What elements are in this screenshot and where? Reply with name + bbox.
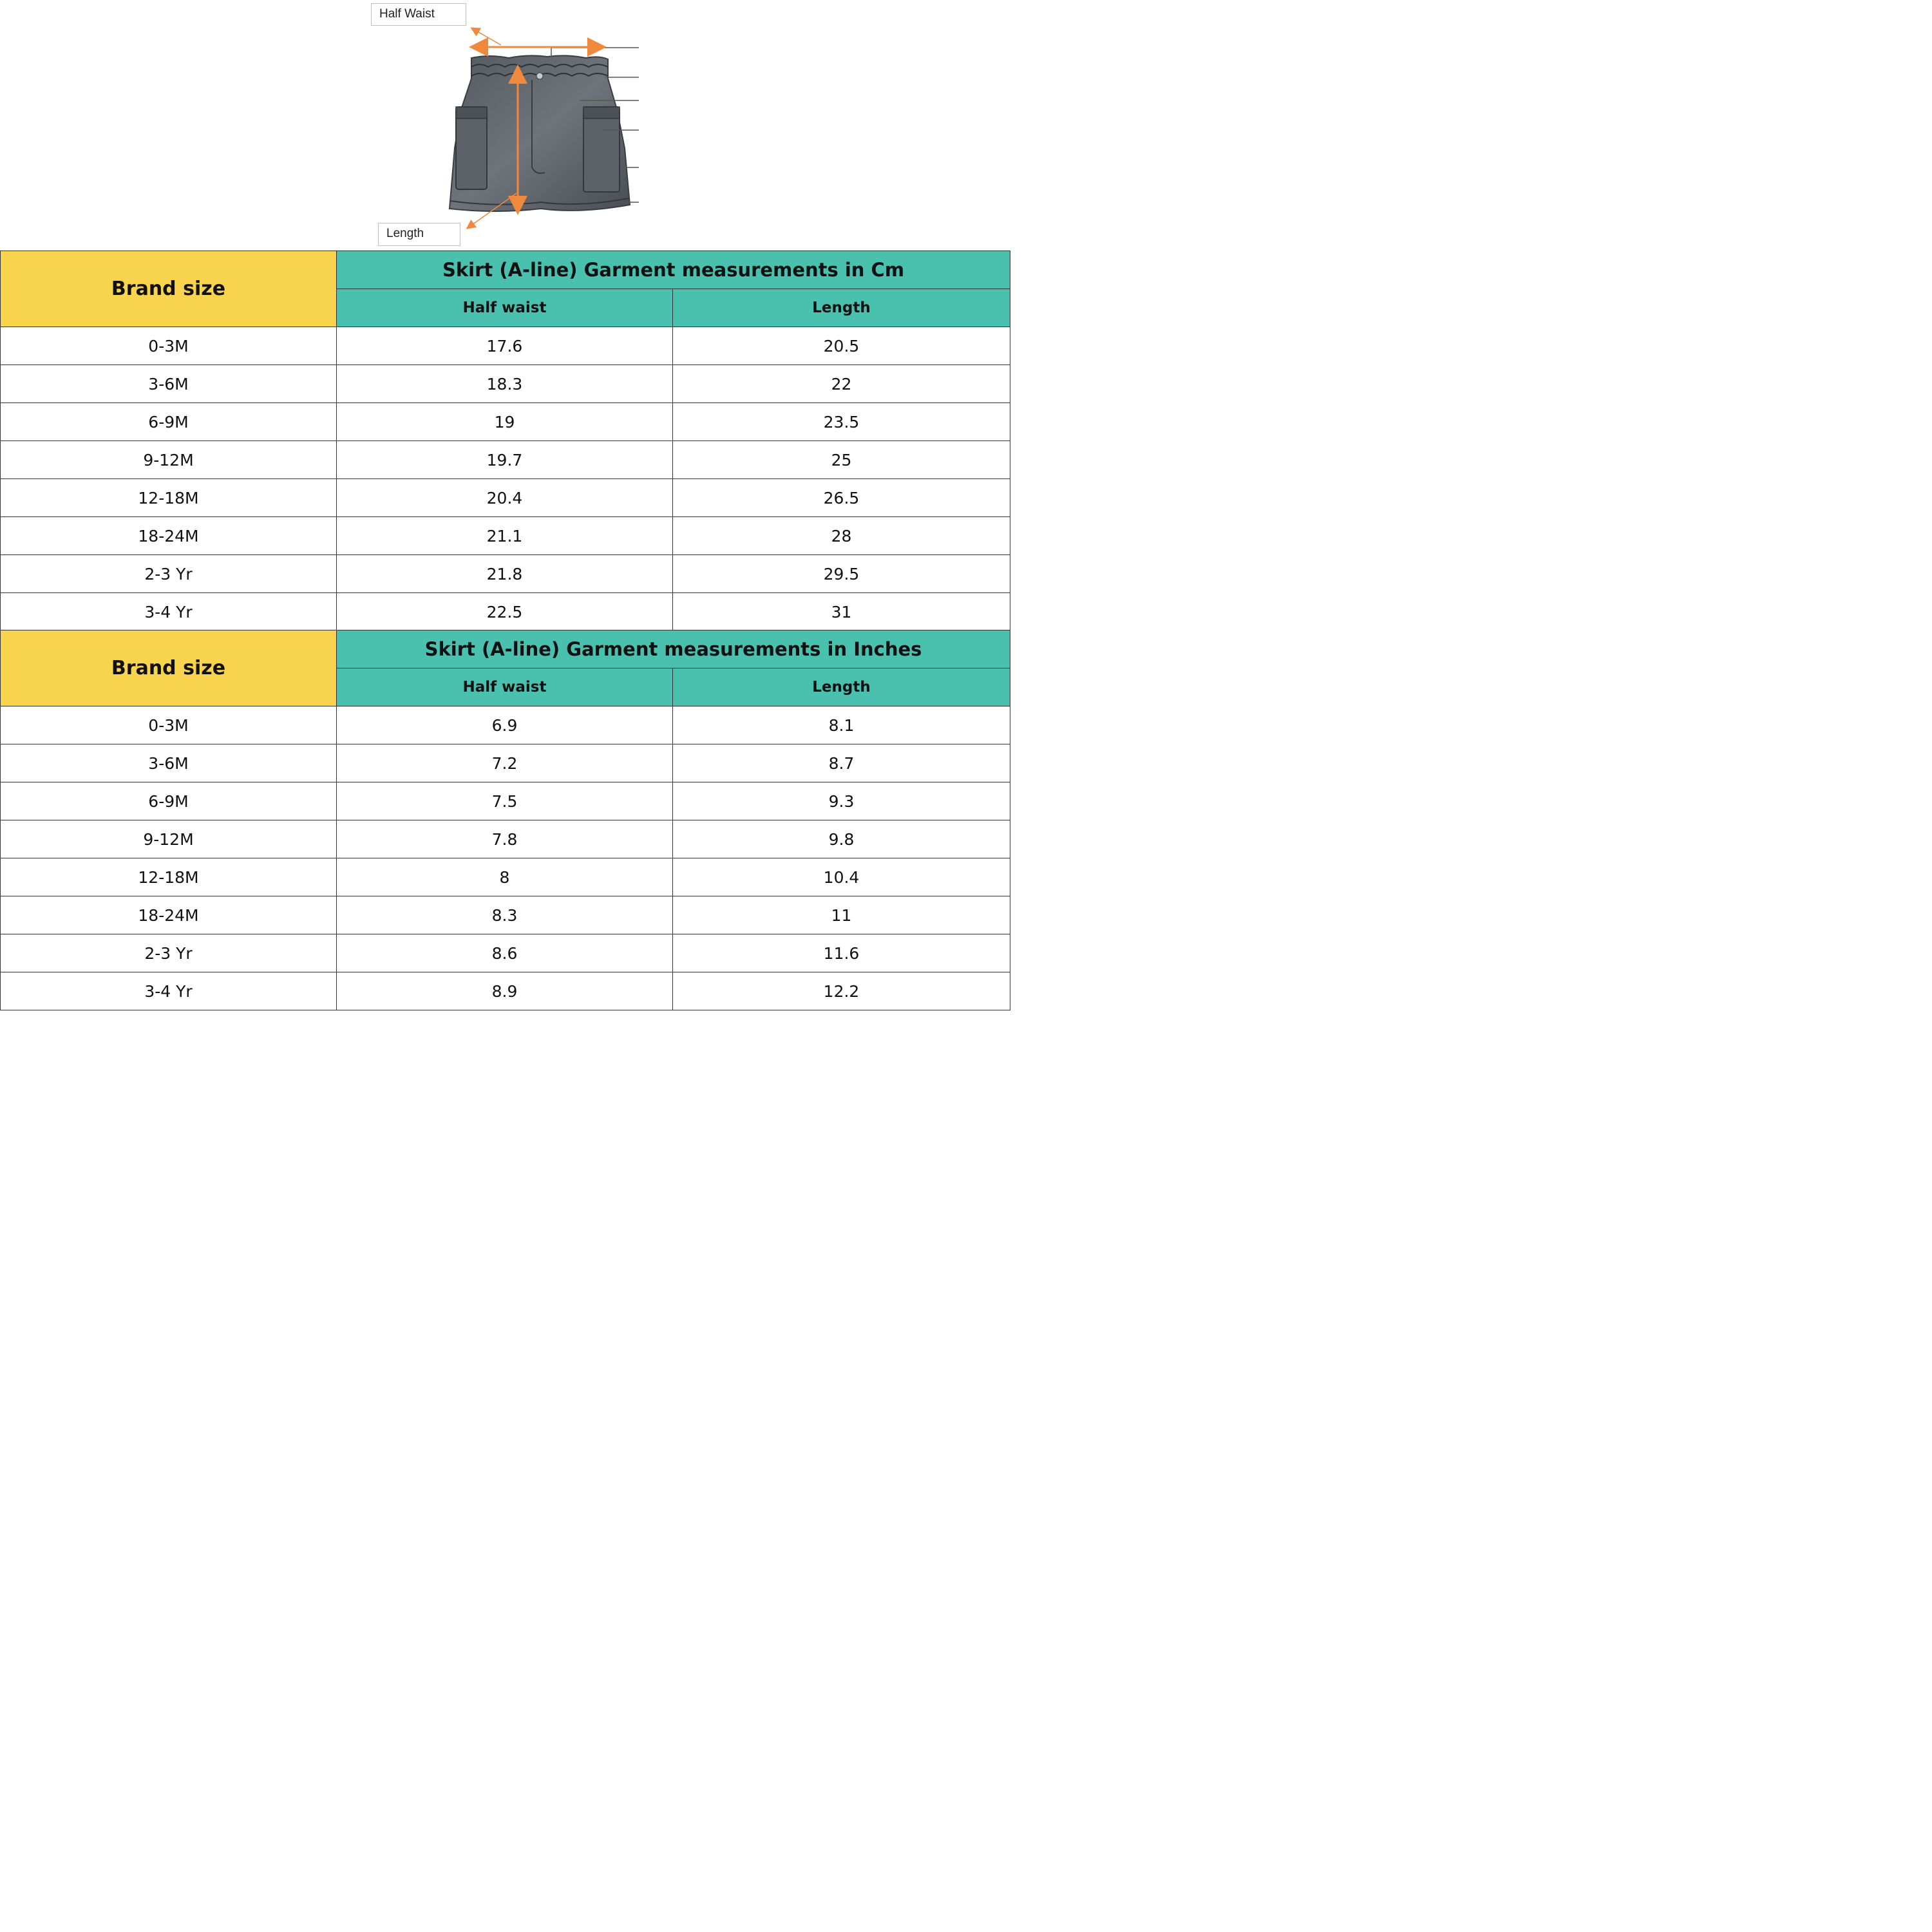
brand-size-cell: 2-3 Yr [1, 934, 337, 972]
table-row [1, 820, 1010, 858]
brand-size-cell: 9-12M [1, 820, 337, 858]
table-row [1, 593, 1010, 631]
table-header-row [1, 251, 1010, 289]
measurement-group-header: Skirt (A-line) Garment measurements in Inches [337, 630, 1010, 668]
table-row [1, 517, 1010, 555]
brand-size-cell: 12-18M [1, 479, 337, 517]
half-waist-cell: 22.5 [337, 593, 673, 631]
half-waist-cell: 6.9 [337, 706, 673, 744]
length-label: Length [378, 223, 460, 246]
length-cell: 10.4 [673, 858, 1010, 896]
half-waist-arrow [472, 28, 603, 47]
table-row [1, 327, 1010, 365]
table-row [1, 706, 1010, 744]
half-waist-cell: 8.6 [337, 934, 673, 972]
half-waist-cell: 7.2 [337, 744, 673, 782]
half-waist-cell: 8 [337, 858, 673, 896]
brand-size-cell: 2-3 Yr [1, 555, 337, 593]
half-waist-column-header: Half waist [337, 289, 673, 327]
half-waist-cell: 19 [337, 403, 673, 441]
brand-size-cell: 9-12M [1, 441, 337, 479]
length-cell: 25 [673, 441, 1010, 479]
size-table-cm [0, 251, 1010, 631]
brand-size-cell: 6-9M [1, 403, 337, 441]
size-table-inches [0, 630, 1010, 1010]
length-cell: 11.6 [673, 934, 1010, 972]
brand-size-cell: 12-18M [1, 858, 337, 896]
length-cell: 23.5 [673, 403, 1010, 441]
length-cell: 26.5 [673, 479, 1010, 517]
half-waist-column-header: Half waist [337, 668, 673, 706]
measurement-diagram [0, 0, 1010, 251]
table-row [1, 441, 1010, 479]
table-row [1, 555, 1010, 593]
length-column-header: Length [673, 668, 1010, 706]
brand-size-cell: 0-3M [1, 327, 337, 365]
skirt-image [450, 55, 630, 211]
length-cell: 9.8 [673, 820, 1010, 858]
length-cell: 29.5 [673, 555, 1010, 593]
half-waist-label: Half Waist [371, 3, 466, 26]
table-row [1, 782, 1010, 820]
half-waist-cell: 17.6 [337, 327, 673, 365]
brand-size-cell: 18-24M [1, 896, 337, 934]
measurement-group-header: Skirt (A-line) Garment measurements in Cm [337, 251, 1010, 289]
brand-size-cell: 3-6M [1, 744, 337, 782]
brand-size-header: Brand size [1, 251, 337, 327]
table-row [1, 934, 1010, 972]
length-cell: 9.3 [673, 782, 1010, 820]
table-row [1, 365, 1010, 403]
brand-size-cell: 3-4 Yr [1, 972, 337, 1010]
length-cell: 8.1 [673, 706, 1010, 744]
half-waist-cell: 19.7 [337, 441, 673, 479]
brand-size-cell: 18-24M [1, 517, 337, 555]
brand-size-header: Brand size [1, 630, 337, 706]
half-waist-cell: 18.3 [337, 365, 673, 403]
length-cell: 8.7 [673, 744, 1010, 782]
brand-size-cell: 3-6M [1, 365, 337, 403]
half-waist-cell: 21.1 [337, 517, 673, 555]
table-header-row [1, 630, 1010, 668]
table-row [1, 479, 1010, 517]
length-cell: 11 [673, 896, 1010, 934]
length-cell: 31 [673, 593, 1010, 631]
brand-size-cell: 6-9M [1, 782, 337, 820]
half-waist-cell: 21.8 [337, 555, 673, 593]
half-waist-cell: 8.9 [337, 972, 673, 1010]
half-waist-cell: 20.4 [337, 479, 673, 517]
half-waist-cell: 7.5 [337, 782, 673, 820]
length-column-header: Length [673, 289, 1010, 327]
table-row [1, 744, 1010, 782]
skirt-illustration [0, 0, 1010, 251]
length-cell: 20.5 [673, 327, 1010, 365]
length-cell: 12.2 [673, 972, 1010, 1010]
brand-size-cell: 0-3M [1, 706, 337, 744]
table-row [1, 858, 1010, 896]
brand-size-cell: 3-4 Yr [1, 593, 337, 631]
table-row [1, 403, 1010, 441]
half-waist-cell: 8.3 [337, 896, 673, 934]
half-waist-cell: 7.8 [337, 820, 673, 858]
table-row [1, 896, 1010, 934]
length-cell: 22 [673, 365, 1010, 403]
table-row [1, 972, 1010, 1010]
length-cell: 28 [673, 517, 1010, 555]
